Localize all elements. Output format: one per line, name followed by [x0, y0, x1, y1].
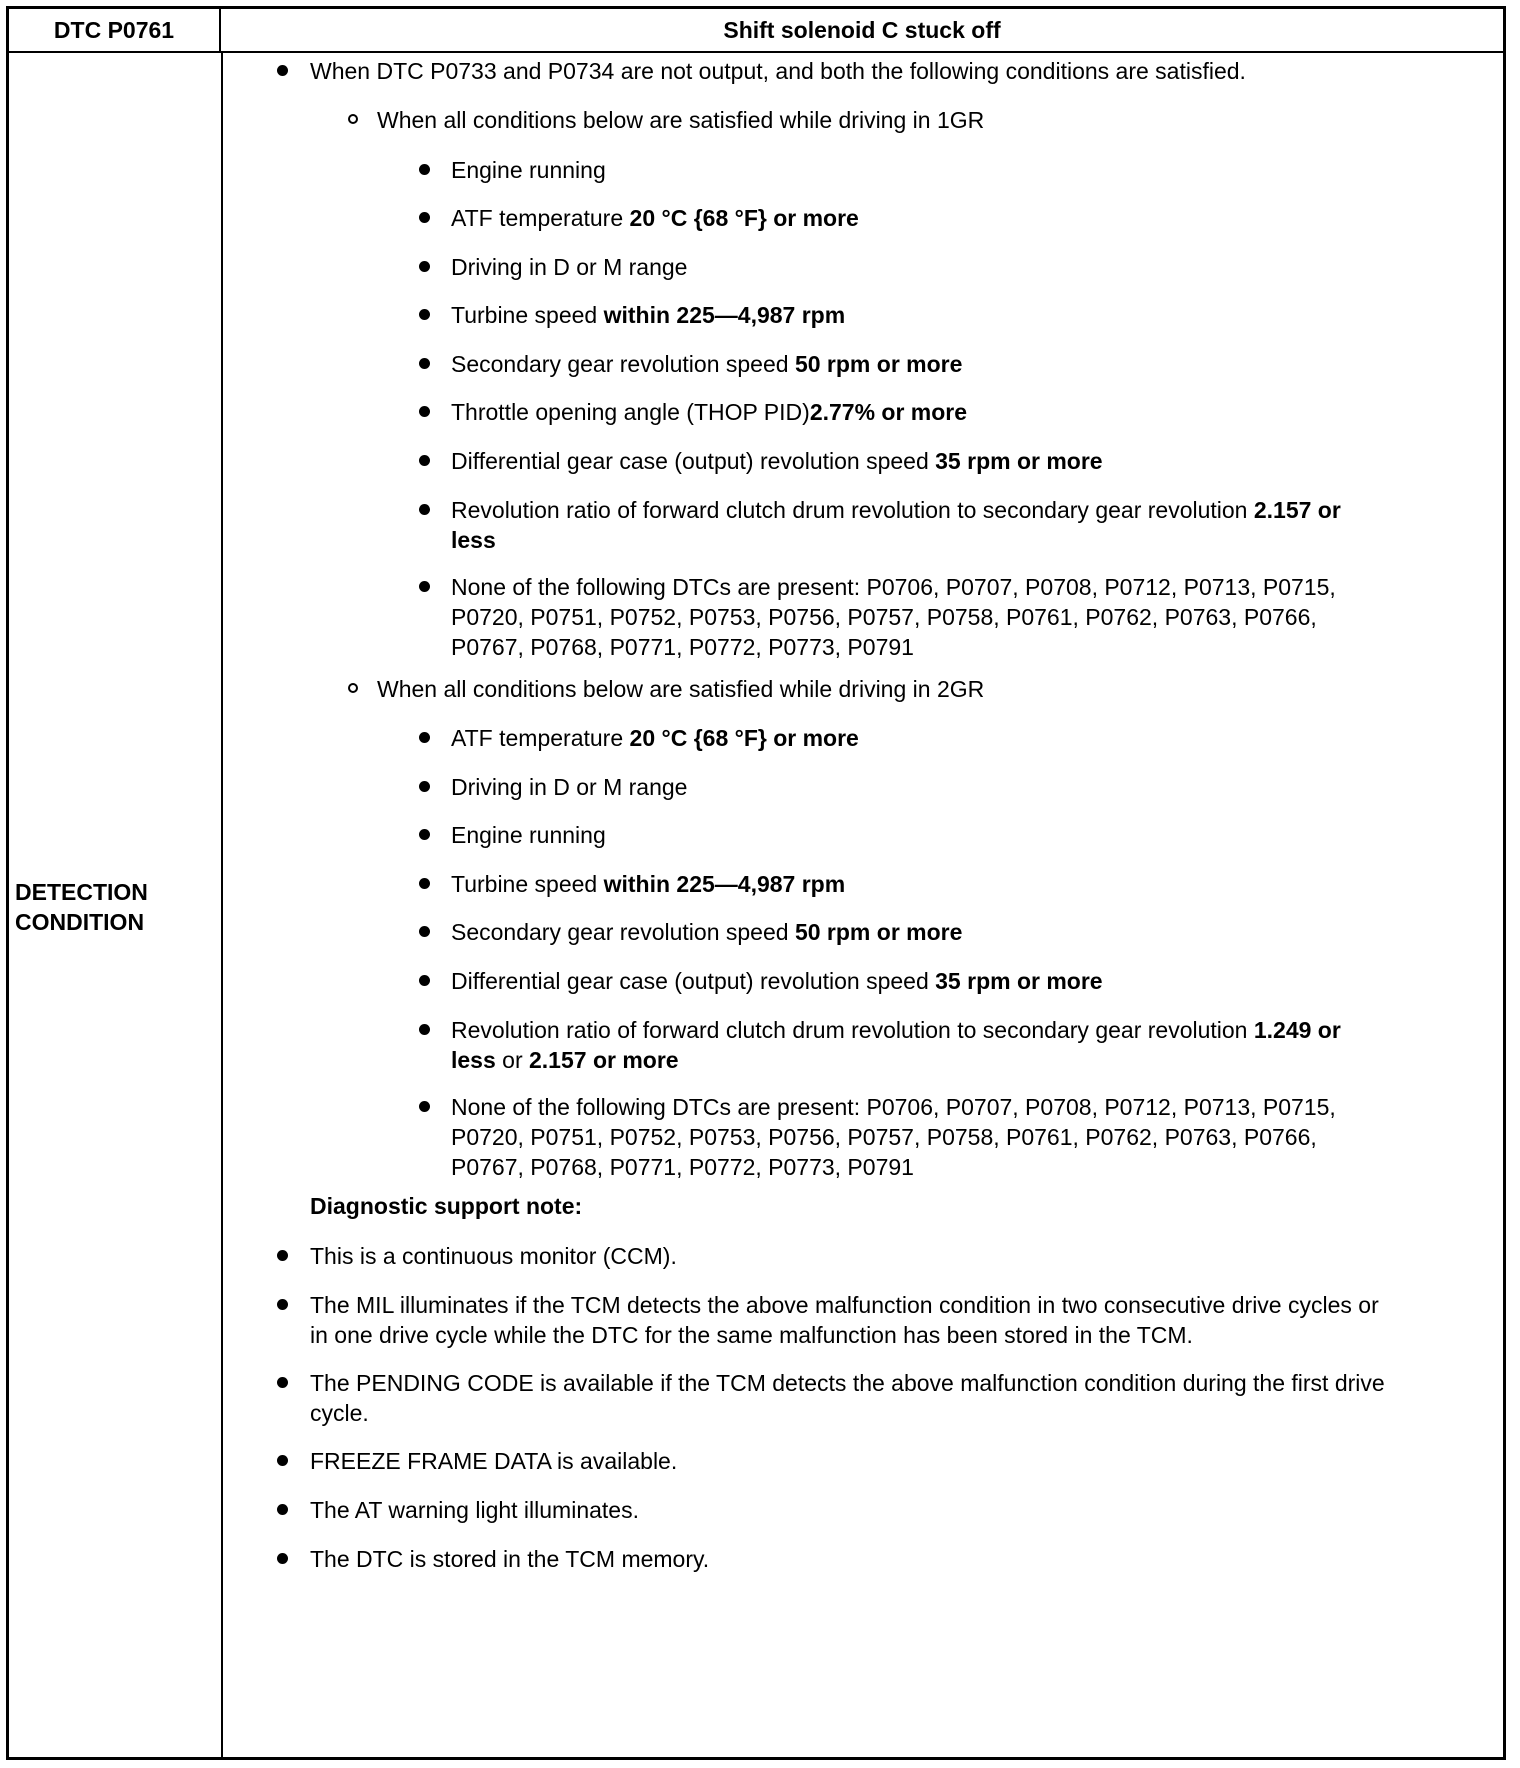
- g2-condition-8: [451, 1092, 1336, 1182]
- g2-condition-6: [451, 966, 1103, 996]
- g2-condition-6-text: Differential gear case (output) revolution speed: [451, 968, 936, 994]
- bullet-icon: [419, 309, 430, 320]
- g2-condition-7-line1: [451, 1015, 1341, 1045]
- g1-condition-7-text: Differential gear case (output) revolution speed: [451, 448, 936, 474]
- bullet-icon: [419, 1024, 430, 1035]
- bullet-icon: [419, 878, 430, 889]
- g1-condition-9-line2: P0720, P0751, P0752, P0753, P0756, P0757, P0758, P0761, P0762, P0763, P0766,: [451, 604, 1317, 630]
- g1-condition-8-value: 2.157 or: [1253, 497, 1341, 523]
- bullet-icon: [419, 781, 430, 792]
- row-label-line2: CONDITION: [15, 909, 145, 935]
- support-note-3: [310, 1368, 1385, 1428]
- dtc-title: Shift solenoid C stuck off: [723, 16, 1001, 43]
- bullet-icon: [419, 261, 430, 272]
- g1-condition-2-text: ATF temperature: [451, 205, 630, 231]
- g1-condition-9-line1: None of the following DTCs are present: P0706, P0707, P0708, P0712, P0713, P0715,: [451, 574, 1336, 600]
- g1-condition-3: Driving in D or M range: [451, 254, 688, 280]
- support-note-1: This is a continuous monitor (CCM).: [310, 1243, 677, 1269]
- table-header: [9, 9, 1503, 53]
- row-label-line1: DETECTION: [15, 879, 148, 905]
- bullet-icon: [419, 1101, 430, 1112]
- g1-condition-2-value: 20 °C {68 °F} or more: [629, 205, 859, 231]
- support-note-2: [310, 1290, 1379, 1350]
- support-note-3-line2: cycle.: [310, 1400, 369, 1426]
- bullet-icon: [419, 406, 430, 417]
- g2-condition-6-value: 35 rpm or more: [935, 968, 1103, 994]
- circle-bullet-icon: [348, 114, 358, 124]
- bullet-icon: [277, 1504, 288, 1515]
- support-note-2-line1: The MIL illuminates if the TCM detects the above malfunction condition in two consecutive drive cycles or: [310, 1292, 1379, 1318]
- g1-condition-2: [451, 203, 859, 233]
- g2-condition-1: [451, 723, 859, 753]
- g1-condition-6-value: 2.77% or more: [809, 399, 968, 425]
- support-note-4: FREEZE FRAME DATA is available.: [310, 1448, 678, 1474]
- bullet-icon: [419, 829, 430, 840]
- g1-condition-6: [451, 397, 967, 427]
- support-note-5: The AT warning light illuminates.: [310, 1497, 639, 1523]
- g2-condition-3: Engine running: [451, 822, 606, 848]
- bullet-icon: [277, 65, 288, 76]
- g1-condition-9-line3: P0767, P0768, P0771, P0772, P0773, P0791: [451, 634, 914, 660]
- g2-condition-2: Driving in D or M range: [451, 774, 688, 800]
- g1-condition-8-text: Revolution ratio of forward clutch drum revolution to secondary gear revolution: [451, 497, 1254, 523]
- bullet-icon: [419, 164, 430, 175]
- dtc-code: DTC P0761: [9, 9, 221, 51]
- g2-condition-7-or: or: [495, 1047, 529, 1073]
- g2-condition-1-value: 20 °C {68 °F} or more: [629, 725, 859, 751]
- bullet-icon: [419, 581, 430, 592]
- row-label: [15, 877, 148, 937]
- g2-condition-7: [451, 1015, 1341, 1075]
- g1-condition-6-text: Throttle opening angle (THOP PID): [451, 399, 810, 425]
- g1-condition-8-line2: less: [451, 527, 496, 553]
- g1-condition-4: [451, 300, 845, 330]
- g1-condition-4-text: Turbine speed: [451, 302, 604, 328]
- support-note-2-line2: in one drive cycle while the DTC for the same malfunction has been stored in the TCM.: [310, 1322, 1193, 1348]
- g2-condition-8-line1: None of the following DTCs are present: P0706, P0707, P0708, P0712, P0713, P0715,: [451, 1094, 1336, 1120]
- bullet-icon: [419, 504, 430, 515]
- g1-condition-8-line1: [451, 495, 1341, 525]
- circle-bullet-icon: [348, 683, 358, 693]
- g2-condition-7-value3: 2.157 or more: [529, 1047, 679, 1073]
- bullet-icon: [277, 1250, 288, 1261]
- dtc-table: [6, 6, 1506, 1760]
- g2-condition-4-text: Turbine speed: [451, 871, 604, 897]
- bullet-icon: [419, 926, 430, 937]
- g1-condition-7-value: 35 rpm or more: [935, 448, 1103, 474]
- g1-condition-7: [451, 446, 1103, 476]
- support-note-title: Diagnostic support note:: [310, 1193, 583, 1219]
- bullet-icon: [419, 732, 430, 743]
- g1-condition-5-text: Secondary gear revolution speed: [451, 351, 795, 377]
- g2-condition-4-value: within 225—4,987 rpm: [603, 871, 846, 897]
- group1-title: When all conditions below are satisfied while driving in 1GR: [377, 107, 985, 133]
- g2-condition-7-value2: less: [451, 1047, 496, 1073]
- bullet-icon: [277, 1455, 288, 1466]
- g2-condition-5-text: Secondary gear revolution speed: [451, 919, 795, 945]
- g2-condition-7-text: Revolution ratio of forward clutch drum revolution to secondary gear revolution: [451, 1017, 1254, 1043]
- g1-condition-4-value: within 225—4,987 rpm: [603, 302, 846, 328]
- g2-condition-1-text: ATF temperature: [451, 725, 630, 751]
- g2-condition-5: [451, 917, 962, 947]
- group2-title: When all conditions below are satisfied while driving in 2GR: [377, 676, 985, 702]
- g1-condition-8: [451, 495, 1341, 555]
- bullet-icon: [419, 455, 430, 466]
- g2-condition-7-line2: [451, 1045, 1341, 1075]
- intro-text: When DTC P0733 and P0734 are not output, and both the following conditions are satisfied.: [310, 58, 1246, 84]
- bullet-icon: [277, 1299, 288, 1310]
- g2-condition-8-line3: P0767, P0768, P0771, P0772, P0773, P0791: [451, 1154, 914, 1180]
- g1-condition-9: [451, 572, 1336, 662]
- support-note-3-line1: The PENDING CODE is available if the TCM detects the above malfunction condition during the first drive: [310, 1370, 1385, 1396]
- bullet-icon: [277, 1377, 288, 1388]
- column-divider: [221, 51, 223, 1757]
- g1-condition-1: Engine running: [451, 157, 606, 183]
- g1-condition-5-value: 50 rpm or more: [794, 351, 963, 377]
- bullet-icon: [277, 1553, 288, 1564]
- g2-condition-4: [451, 869, 845, 899]
- bullet-icon: [419, 212, 430, 223]
- g2-condition-8-line2: P0720, P0751, P0752, P0753, P0756, P0757, P0758, P0761, P0762, P0763, P0766,: [451, 1124, 1317, 1150]
- g2-condition-5-value: 50 rpm or more: [794, 919, 963, 945]
- g2-condition-7-value1: 1.249 or: [1253, 1017, 1341, 1043]
- g1-condition-5: [451, 349, 962, 379]
- bullet-icon: [419, 358, 430, 369]
- support-note-6: The DTC is stored in the TCM memory.: [310, 1546, 710, 1572]
- bullet-icon: [419, 975, 430, 986]
